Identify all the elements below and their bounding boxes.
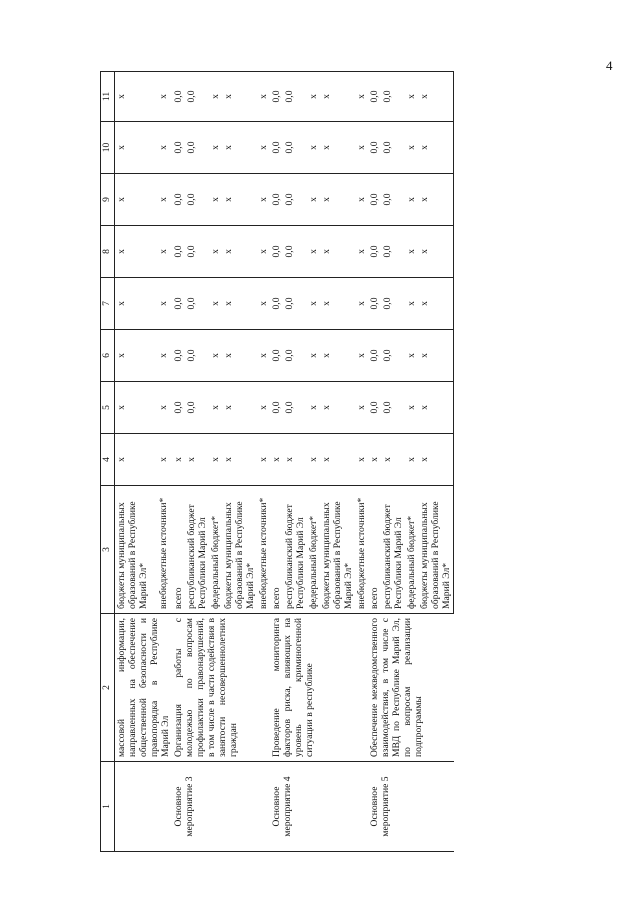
value-cell: 0,0 <box>172 226 185 278</box>
value-cell: 0,0 <box>368 278 381 330</box>
column-number: 5 <box>101 382 115 434</box>
value-cell: 0,0 <box>368 72 381 122</box>
column-number: 7 <box>101 278 115 330</box>
value-cell: 0,0 <box>368 330 381 382</box>
value-cell: 0,0 <box>185 122 209 174</box>
value-cell: х <box>307 174 320 226</box>
value-cell: х <box>418 330 454 382</box>
value-cell: 0,0 <box>283 72 307 122</box>
value-cell: 0,0 <box>283 382 307 434</box>
value-cell: х <box>157 122 172 174</box>
value-cell: х <box>257 382 270 434</box>
column-number: 1 <box>101 762 115 852</box>
value-cell: 0,0 <box>381 382 405 434</box>
value-cell: х <box>157 226 172 278</box>
value-cell: х <box>222 278 257 330</box>
funding-source-cell: внебюджетные источники* <box>157 486 172 614</box>
value-cell: 0,0 <box>381 226 405 278</box>
funding-source-cell: федеральный бюджет* <box>307 486 320 614</box>
measure-description-cell: Проведение мониторинга факторов риска, влияющих на уровень криминогенной ситуации в республике <box>270 614 368 762</box>
value-cell: 0,0 <box>270 382 283 434</box>
value-cell: 0,0 <box>172 122 185 174</box>
value-cell: х <box>257 226 270 278</box>
value-cell: х <box>307 72 320 122</box>
funding-source-cell: всего <box>368 486 381 614</box>
value-cell: 0,0 <box>381 278 405 330</box>
funding-source-cell: республиканский бюджет Республики Марий Эл <box>381 486 405 614</box>
value-cell: х <box>257 174 270 226</box>
funding-source-cell: бюджеты муниципальных образований в Республике Марий Эл* <box>115 486 157 614</box>
value-cell: х <box>418 72 454 122</box>
column-number-row <box>101 72 115 852</box>
value-cell: 0,0 <box>270 278 283 330</box>
measure-name-cell: Основное мероприятие 4 <box>270 762 368 852</box>
column-number: 11 <box>101 72 115 122</box>
value-cell: х <box>320 72 355 122</box>
funding-source-cell: внебюджетные источники* <box>355 486 368 614</box>
value-cell: х <box>355 122 368 174</box>
column-number: 4 <box>101 434 115 486</box>
value-cell: х <box>270 434 283 486</box>
value-cell: х <box>209 382 222 434</box>
table-row <box>270 72 283 852</box>
budget-table <box>100 71 454 852</box>
value-cell: х <box>418 434 454 486</box>
funding-source-cell: всего <box>270 486 283 614</box>
value-cell: х <box>355 434 368 486</box>
value-cell: х <box>405 330 418 382</box>
measure-description-cell: Организация работы с молодежью по вопросам профилактики правонарушений, в том числе в части содействия в занятости несовершеннолетних граждан <box>172 614 270 762</box>
value-cell: х <box>115 382 157 434</box>
value-cell: х <box>283 434 307 486</box>
value-cell: х <box>157 330 172 382</box>
value-cell: 0,0 <box>368 382 381 434</box>
value-cell: х <box>157 72 172 122</box>
column-number: 3 <box>101 486 115 614</box>
value-cell: х <box>355 174 368 226</box>
value-cell: х <box>222 122 257 174</box>
value-cell: х <box>157 382 172 434</box>
column-number: 9 <box>101 174 115 226</box>
value-cell: х <box>320 434 355 486</box>
value-cell: х <box>307 122 320 174</box>
funding-source-cell: бюджеты муниципальных образований в Республике Марий Эл* <box>418 486 454 614</box>
value-cell: х <box>307 330 320 382</box>
rotated-table-wrapper <box>100 72 634 852</box>
value-cell: 0,0 <box>270 72 283 122</box>
value-cell: х <box>418 174 454 226</box>
measure-name-cell: Основное мероприятие 5 <box>368 762 454 852</box>
value-cell: х <box>381 434 405 486</box>
column-number: 2 <box>101 614 115 762</box>
measure-description-cell: Обеспечение межведомственного взаимодействия, в том числе с МВД по Республике Марий Эл, по вопросам реализации подпрограммы <box>368 614 454 762</box>
value-cell: х <box>209 278 222 330</box>
value-cell: х <box>355 382 368 434</box>
value-cell: х <box>405 226 418 278</box>
value-cell: 0,0 <box>270 226 283 278</box>
value-cell: х <box>222 330 257 382</box>
value-cell: х <box>405 434 418 486</box>
table-row <box>115 72 157 852</box>
funding-source-cell: республиканский бюджет Республики Марий Эл <box>185 486 209 614</box>
measure-description-cell: массовой информации, направленных на обеспечение общественной безопасности и правопорядка в Республике Марий Эл <box>115 614 173 762</box>
value-cell: х <box>368 434 381 486</box>
value-cell: 0,0 <box>368 122 381 174</box>
value-cell: х <box>418 382 454 434</box>
value-cell: х <box>257 72 270 122</box>
value-cell: 0,0 <box>368 226 381 278</box>
value-cell: х <box>157 174 172 226</box>
measure-name-cell: Основное мероприятие 3 <box>172 762 270 852</box>
value-cell: 0,0 <box>381 330 405 382</box>
value-cell: х <box>222 434 257 486</box>
column-number: 6 <box>101 330 115 382</box>
value-cell: х <box>320 122 355 174</box>
value-cell: 0,0 <box>185 330 209 382</box>
value-cell: 0,0 <box>185 382 209 434</box>
value-cell: х <box>355 278 368 330</box>
value-cell: х <box>307 382 320 434</box>
value-cell: х <box>115 226 157 278</box>
value-cell: х <box>257 330 270 382</box>
value-cell: х <box>115 72 157 122</box>
value-cell: 0,0 <box>185 174 209 226</box>
value-cell: 0,0 <box>185 278 209 330</box>
column-number: 8 <box>101 226 115 278</box>
value-cell: 0,0 <box>283 278 307 330</box>
value-cell: х <box>405 278 418 330</box>
value-cell: х <box>115 174 157 226</box>
funding-source-cell: всего <box>172 486 185 614</box>
value-cell: 0,0 <box>172 174 185 226</box>
value-cell: х <box>185 434 209 486</box>
value-cell: х <box>355 72 368 122</box>
value-cell: х <box>320 382 355 434</box>
value-cell: х <box>115 278 157 330</box>
value-cell: х <box>209 174 222 226</box>
value-cell: х <box>222 174 257 226</box>
value-cell: х <box>257 278 270 330</box>
value-cell: 0,0 <box>270 330 283 382</box>
funding-source-cell: внебюджетные источники* <box>257 486 270 614</box>
value-cell: х <box>157 278 172 330</box>
value-cell: 0,0 <box>283 226 307 278</box>
value-cell: х <box>418 122 454 174</box>
value-cell: 0,0 <box>283 174 307 226</box>
value-cell: х <box>320 226 355 278</box>
value-cell: 0,0 <box>185 72 209 122</box>
value-cell: 0,0 <box>381 122 405 174</box>
value-cell: 0,0 <box>270 122 283 174</box>
table-row <box>172 72 185 852</box>
value-cell: х <box>209 330 222 382</box>
value-cell: х <box>405 382 418 434</box>
value-cell: х <box>209 434 222 486</box>
value-cell: х <box>222 382 257 434</box>
funding-source-cell: федеральный бюджет* <box>209 486 222 614</box>
funding-source-cell: федеральный бюджет* <box>405 486 418 614</box>
value-cell: х <box>307 434 320 486</box>
value-cell: х <box>405 174 418 226</box>
value-cell: 0,0 <box>172 330 185 382</box>
value-cell: х <box>157 434 172 486</box>
value-cell: 0,0 <box>381 174 405 226</box>
value-cell: х <box>209 122 222 174</box>
value-cell: х <box>209 226 222 278</box>
value-cell: х <box>320 330 355 382</box>
value-cell: х <box>209 72 222 122</box>
funding-source-cell: бюджеты муниципальных образований в Республике Марий Эл* <box>320 486 355 614</box>
value-cell: х <box>115 330 157 382</box>
value-cell: х <box>320 174 355 226</box>
value-cell: х <box>355 226 368 278</box>
value-cell: 0,0 <box>172 72 185 122</box>
value-cell: 0,0 <box>381 72 405 122</box>
value-cell: х <box>307 278 320 330</box>
value-cell: 0,0 <box>172 278 185 330</box>
value-cell: 0,0 <box>270 174 283 226</box>
funding-source-cell: бюджеты муниципальных образований в Республике Марий Эл* <box>222 486 257 614</box>
table-row <box>368 72 381 852</box>
value-cell: х <box>405 122 418 174</box>
value-cell: х <box>355 330 368 382</box>
value-cell: 0,0 <box>172 382 185 434</box>
value-cell: х <box>320 278 355 330</box>
value-cell: х <box>172 434 185 486</box>
value-cell: х <box>257 434 270 486</box>
value-cell: х <box>115 122 157 174</box>
value-cell: х <box>418 278 454 330</box>
value-cell: х <box>115 434 157 486</box>
value-cell: 0,0 <box>185 226 209 278</box>
column-number: 10 <box>101 122 115 174</box>
value-cell: х <box>222 72 257 122</box>
value-cell: х <box>257 122 270 174</box>
value-cell: х <box>307 226 320 278</box>
value-cell: 0,0 <box>283 122 307 174</box>
value-cell: х <box>418 226 454 278</box>
funding-source-cell: республиканский бюджет Республики Марий Эл <box>283 486 307 614</box>
page-number: 4 <box>606 58 613 73</box>
table-body <box>115 72 454 852</box>
value-cell: х <box>222 226 257 278</box>
value-cell: х <box>405 72 418 122</box>
measure-name-cell <box>115 762 173 852</box>
value-cell: 0,0 <box>283 330 307 382</box>
value-cell: 0,0 <box>368 174 381 226</box>
